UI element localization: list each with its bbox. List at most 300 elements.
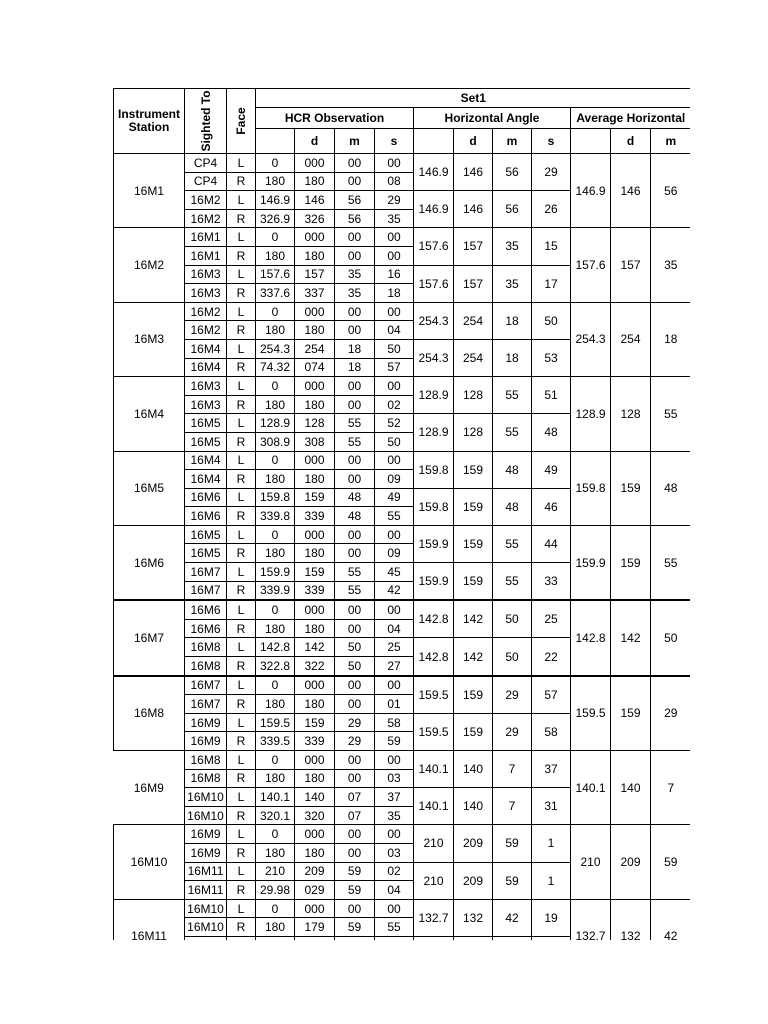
hcr-m-cell: 59 <box>335 918 375 937</box>
ha-d-cell: 159 <box>454 525 493 562</box>
hcr-d-cell: 339 <box>295 732 335 751</box>
hcr-m-cell: 00 <box>335 321 375 340</box>
face-cell: R <box>227 321 256 340</box>
hcr-d-cell: 157 <box>295 265 335 284</box>
hcr-m-cell: 00 <box>335 172 375 191</box>
sighted-to-cell: 16M5 <box>185 414 227 433</box>
ha-s-cell: 1 <box>532 825 571 862</box>
face-cell: L <box>227 228 256 247</box>
hcr-d-cell: 142 <box>295 638 335 657</box>
hcr-m-cell: 48 <box>335 507 375 526</box>
ha-d-cell: 140 <box>454 751 493 788</box>
ha-d-cell: 132 <box>454 899 493 936</box>
hcr-d-cell: 029 <box>295 881 335 900</box>
station-name: 16M4 <box>114 377 185 451</box>
station-name: 16M9 <box>114 751 185 825</box>
hcr-s-cell <box>375 936 414 940</box>
hcr-s-cell: 27 <box>375 657 414 676</box>
hcr-s-cell: 01 <box>375 695 414 714</box>
sighted-to-cell: 16M3 <box>185 377 227 396</box>
ha-m-cell: 48 <box>493 488 532 525</box>
hcr-s-cell: 50 <box>375 432 414 451</box>
ha-m-cell: 59 <box>493 825 532 862</box>
hcr-m-cell: 59 <box>335 881 375 900</box>
hcr-d-cell: 000 <box>295 525 335 544</box>
sighted-to-cell: 16M9 <box>185 825 227 844</box>
hcr-decimal-cell: 180 <box>256 918 295 937</box>
ha-d-cell: 128 <box>454 377 493 414</box>
ha-decimal-cell: 159.8 <box>414 488 454 525</box>
avg-d-cell: 209 <box>611 825 651 899</box>
sighted-to-cell: 16M8 <box>185 638 227 657</box>
hcr-d-cell: 000 <box>295 676 335 695</box>
hcr-m-cell: 00 <box>335 769 375 788</box>
station-row <box>114 899 691 918</box>
ha-s-cell: 46 <box>532 488 571 525</box>
avg-d-cell: 159 <box>611 525 651 600</box>
avg-decimal-cell: 254.3 <box>571 302 611 376</box>
sighted-to-cell: 16M4 <box>185 470 227 489</box>
ha-d-cell: 140 <box>454 788 493 825</box>
header-ha-blank <box>414 129 454 154</box>
station-name: 16M11 <box>114 899 185 940</box>
hcr-decimal-cell: 146.9 <box>256 191 295 210</box>
hcr-decimal-cell: 29.98 <box>256 881 295 900</box>
avg-d-cell: 128 <box>611 377 651 451</box>
avg-d-cell: 159 <box>611 676 651 751</box>
hcr-s-cell: 09 <box>375 470 414 489</box>
sighted-to-cell: 16M9 <box>185 843 227 862</box>
sighted-to-cell: 16M3 <box>185 284 227 303</box>
hcr-decimal-cell: 0 <box>256 377 295 396</box>
hcr-s-cell: 02 <box>375 395 414 414</box>
ha-s-cell: 50 <box>532 302 571 339</box>
avg-m-cell: 35 <box>651 228 691 302</box>
ha-s-cell: 25 <box>532 600 571 638</box>
avg-decimal-cell: 142.8 <box>571 600 611 675</box>
face-cell: R <box>227 246 256 265</box>
survey-sheet <box>113 88 690 940</box>
hcr-s-cell: 55 <box>375 918 414 937</box>
ha-m-cell: 18 <box>493 302 532 339</box>
hcr-s-cell: 00 <box>375 302 414 321</box>
station-name: 16M3 <box>114 302 185 376</box>
hcr-s-cell: 03 <box>375 769 414 788</box>
sighted-to-cell: 16M5 <box>185 432 227 451</box>
hcr-m-cell: 00 <box>335 619 375 638</box>
hcr-s-cell: 35 <box>375 806 414 825</box>
sighted-to-cell: 16M5 <box>185 544 227 563</box>
sighted-to-cell: 16M9 <box>185 713 227 732</box>
ha-d-cell: 142 <box>454 638 493 676</box>
hcr-decimal-cell: 308.9 <box>256 432 295 451</box>
ha-d-cell: 159 <box>454 451 493 488</box>
ha-s-cell: 26 <box>532 191 571 228</box>
station-row <box>114 825 691 844</box>
avg-m-cell: 56 <box>651 154 691 228</box>
hcr-decimal-cell: 159.9 <box>256 563 295 582</box>
sighted-to-cell: 16M1 <box>185 228 227 247</box>
face-cell: L <box>227 191 256 210</box>
sighted-to-cell: 16M7 <box>185 563 227 582</box>
sighted-to-cell: 16M2 <box>185 321 227 340</box>
hcr-d-cell: 159 <box>295 713 335 732</box>
avg-decimal-cell: 159.9 <box>571 525 611 600</box>
station-row <box>114 600 691 619</box>
hcr-m-cell: 00 <box>335 899 375 918</box>
ha-decimal-cell: 128.9 <box>414 377 454 414</box>
hcr-s-cell: 00 <box>375 751 414 770</box>
station-name: 16M1 <box>114 154 185 228</box>
hcr-s-cell: 00 <box>375 825 414 844</box>
hcr-m-cell: 00 <box>335 525 375 544</box>
station-row <box>114 377 691 396</box>
avg-decimal-cell: 210 <box>571 825 611 899</box>
hcr-decimal-cell: 322.8 <box>256 657 295 676</box>
ha-decimal-cell: 128.9 <box>414 414 454 451</box>
hcr-decimal-cell: 339.5 <box>256 732 295 751</box>
face-cell: L <box>227 154 256 173</box>
hcr-s-cell: 37 <box>375 788 414 807</box>
ha-m-cell: 55 <box>493 563 532 601</box>
avg-decimal-cell: 140.1 <box>571 751 611 825</box>
hcr-decimal-cell: 180 <box>256 395 295 414</box>
station-name: 16M2 <box>114 228 185 302</box>
ha-m-cell: 42 <box>493 899 532 936</box>
face-cell: L <box>227 825 256 844</box>
ha-s-cell: 33 <box>532 563 571 601</box>
hcr-d-cell: 180 <box>295 843 335 862</box>
face-cell: L <box>227 265 256 284</box>
ha-m-cell: 7 <box>493 788 532 825</box>
hcr-decimal-cell: 339.9 <box>256 581 295 600</box>
ha-d-cell: 146 <box>454 191 493 228</box>
hcr-d-cell: 000 <box>295 751 335 770</box>
hcr-m-cell: 00 <box>335 246 375 265</box>
header-ha-s: s <box>532 129 571 154</box>
hcr-d-cell: 339 <box>295 507 335 526</box>
hcr-decimal-cell: 0 <box>256 751 295 770</box>
avg-d-cell: 254 <box>611 302 651 376</box>
hcr-d-cell: 320 <box>295 806 335 825</box>
hcr-m-cell: 29 <box>335 732 375 751</box>
ha-decimal-cell: 132.7 <box>414 899 454 936</box>
hcr-s-cell: 04 <box>375 881 414 900</box>
ha-d-cell: 254 <box>454 302 493 339</box>
hcr-decimal-cell: 140.1 <box>256 788 295 807</box>
ha-d-cell: 254 <box>454 339 493 376</box>
hcr-d-cell: 180 <box>295 172 335 191</box>
hcr-s-cell: 00 <box>375 676 414 695</box>
ha-s-cell: 19 <box>532 899 571 936</box>
station-row <box>114 228 691 247</box>
ha-m-cell: 35 <box>493 265 532 302</box>
face-cell: R <box>227 395 256 414</box>
face-cell <box>227 936 256 940</box>
ha-m-cell: 55 <box>493 525 532 562</box>
hcr-d-cell: 159 <box>295 488 335 507</box>
avg-d-cell: 159 <box>611 451 651 525</box>
sighted-to-cell: 16M4 <box>185 358 227 377</box>
avg-d-cell: 132 <box>611 899 651 940</box>
ha-s-cell: 49 <box>532 451 571 488</box>
face-cell: L <box>227 451 256 470</box>
face-cell: R <box>227 918 256 937</box>
ha-decimal-cell: 254.3 <box>414 302 454 339</box>
header-ha-m: m <box>493 129 532 154</box>
hcr-d-cell: 180 <box>295 321 335 340</box>
hcr-s-cell: 00 <box>375 899 414 918</box>
hcr-m-cell: 55 <box>335 432 375 451</box>
ha-s-cell: 22 <box>532 638 571 676</box>
face-cell: L <box>227 751 256 770</box>
hcr-m-cell: 50 <box>335 638 375 657</box>
avg-d-cell: 140 <box>611 751 651 825</box>
hcr-decimal-cell: 180 <box>256 246 295 265</box>
face-cell: L <box>227 788 256 807</box>
station-name: 16M7 <box>114 600 185 675</box>
hcr-decimal-cell: 180 <box>256 843 295 862</box>
station-row <box>114 154 691 173</box>
hcr-m-cell: 00 <box>335 228 375 247</box>
avg-m-cell: 42 <box>651 899 691 940</box>
ha-s-cell: 17 <box>532 265 571 302</box>
hcr-d-cell: 339 <box>295 581 335 600</box>
hcr-m-cell: 55 <box>335 581 375 600</box>
hcr-decimal-cell: 180 <box>256 172 295 191</box>
hcr-d-cell: 254 <box>295 339 335 358</box>
face-cell: R <box>227 769 256 788</box>
hcr-d-cell: 180 <box>295 544 335 563</box>
hcr-s-cell: 29 <box>375 191 414 210</box>
hcr-s-cell: 08 <box>375 172 414 191</box>
hcr-decimal-cell: 128.9 <box>256 414 295 433</box>
hcr-d-cell: 000 <box>295 377 335 396</box>
avg-m-cell: 18 <box>651 302 691 376</box>
ha-s-cell: 44 <box>532 525 571 562</box>
ha-m-cell: 29 <box>493 676 532 714</box>
hcr-d-cell <box>295 936 335 940</box>
hcr-m-cell: 00 <box>335 377 375 396</box>
sighted-to-cell: 16M7 <box>185 695 227 714</box>
ha-decimal-cell: 210 <box>414 862 454 899</box>
hcr-d-cell: 000 <box>295 302 335 321</box>
hcr-s-cell: 25 <box>375 638 414 657</box>
hcr-s-cell: 42 <box>375 581 414 600</box>
ha-d-cell: 157 <box>454 265 493 302</box>
ha-m-cell: 48 <box>493 451 532 488</box>
hcr-s-cell: 00 <box>375 451 414 470</box>
hcr-s-cell: 50 <box>375 339 414 358</box>
hcr-decimal-cell: 0 <box>256 525 295 544</box>
header-hcr-m: m <box>335 129 375 154</box>
hcr-decimal-cell: 0 <box>256 899 295 918</box>
face-cell: L <box>227 676 256 695</box>
station-name: 16M6 <box>114 525 185 600</box>
header-hcr-blank <box>256 129 295 154</box>
sighted-to-cell: 16M1 <box>185 246 227 265</box>
ha-s-cell: 1 <box>532 862 571 899</box>
face-cell: R <box>227 843 256 862</box>
ha-decimal-cell: 146.9 <box>414 154 454 191</box>
ha-m-cell: 56 <box>493 191 532 228</box>
avg-m-cell: 29 <box>651 676 691 751</box>
hcr-d-cell: 179 <box>295 918 335 937</box>
hcr-m-cell: 35 <box>335 284 375 303</box>
ha-d-cell: 159 <box>454 563 493 601</box>
avg-decimal-cell: 128.9 <box>571 377 611 451</box>
face-cell: R <box>227 172 256 191</box>
hcr-s-cell: 03 <box>375 843 414 862</box>
avg-decimal-cell: 157.6 <box>571 228 611 302</box>
hcr-decimal-cell: 0 <box>256 302 295 321</box>
station-name: 16M10 <box>114 825 185 899</box>
hcr-d-cell: 000 <box>295 825 335 844</box>
ha-d-cell: 209 <box>454 862 493 899</box>
sighted-to-cell: 16M9 <box>185 732 227 751</box>
ha-m-cell: 55 <box>493 414 532 451</box>
sighted-to-cell: 16M8 <box>185 657 227 676</box>
ha-decimal-cell: 159.9 <box>414 563 454 601</box>
sighted-to-cell: 16M7 <box>185 581 227 600</box>
ha-decimal-cell: 159.9 <box>414 525 454 562</box>
face-cell: L <box>227 339 256 358</box>
face-cell: L <box>227 563 256 582</box>
station-row <box>114 751 691 770</box>
hcr-d-cell: 180 <box>295 695 335 714</box>
ha-s-cell: 48 <box>532 414 571 451</box>
hcr-m-cell: 00 <box>335 695 375 714</box>
sighted-to-cell: 16M6 <box>185 507 227 526</box>
hcr-d-cell: 180 <box>295 769 335 788</box>
hcr-m-cell: 00 <box>335 470 375 489</box>
sighted-to-cell: 16M4 <box>185 339 227 358</box>
face-cell: R <box>227 507 256 526</box>
hcr-decimal-cell: 180 <box>256 470 295 489</box>
header-hcr-d: d <box>295 129 335 154</box>
hcr-m-cell <box>335 936 375 940</box>
hcr-decimal-cell: 0 <box>256 154 295 173</box>
header-horizontal-angle: Horizontal Angle <box>414 108 571 129</box>
hcr-s-cell: 18 <box>375 284 414 303</box>
hcr-s-cell: 58 <box>375 713 414 732</box>
hcr-decimal-cell: 142.8 <box>256 638 295 657</box>
ha-decimal-cell: 142.8 <box>414 638 454 676</box>
hcr-d-cell: 180 <box>295 395 335 414</box>
avg-m-cell: 55 <box>651 525 691 600</box>
face-cell: L <box>227 377 256 396</box>
sighted-to-cell: 16M10 <box>185 899 227 918</box>
ha-decimal-cell: 210 <box>414 825 454 862</box>
face-cell: R <box>227 657 256 676</box>
ha-d-cell: 142 <box>454 600 493 638</box>
hcr-d-cell: 180 <box>295 619 335 638</box>
ha-m-cell <box>493 936 532 940</box>
sighted-to-cell: 16M3 <box>185 265 227 284</box>
hcr-m-cell: 55 <box>335 563 375 582</box>
face-cell: L <box>227 302 256 321</box>
hcr-decimal-cell: 320.1 <box>256 806 295 825</box>
sighted-to-cell: 16M6 <box>185 488 227 507</box>
face-cell: R <box>227 432 256 451</box>
hcr-m-cell: 00 <box>335 544 375 563</box>
hcr-d-cell: 128 <box>295 414 335 433</box>
hcr-d-cell: 159 <box>295 563 335 582</box>
avg-m-cell: 50 <box>651 600 691 675</box>
hcr-m-cell: 00 <box>335 154 375 173</box>
avg-decimal-cell: 132.7 <box>571 899 611 940</box>
face-cell: L <box>227 713 256 732</box>
hcr-m-cell: 35 <box>335 265 375 284</box>
ha-m-cell: 50 <box>493 638 532 676</box>
hcr-m-cell: 55 <box>335 414 375 433</box>
sighted-to-cell: 16M3 <box>185 395 227 414</box>
header-hcr-s: s <box>375 129 414 154</box>
header-set: Set1 <box>256 89 691 108</box>
ha-m-cell: 56 <box>493 154 532 191</box>
ha-decimal-cell: 159.5 <box>414 713 454 750</box>
face-cell: R <box>227 470 256 489</box>
station-name: 16M8 <box>114 676 185 751</box>
hcr-d-cell: 180 <box>295 470 335 489</box>
hcr-decimal-cell: 339.8 <box>256 507 295 526</box>
sighted-to-cell: 16M11 <box>185 862 227 881</box>
hcr-d-cell: 000 <box>295 228 335 247</box>
ha-s-cell: 37 <box>532 751 571 788</box>
sighted-to-cell: 16M8 <box>185 751 227 770</box>
hcr-s-cell: 55 <box>375 507 414 526</box>
hcr-s-cell: 00 <box>375 600 414 619</box>
hcr-m-cell: 48 <box>335 488 375 507</box>
hcr-s-cell: 49 <box>375 488 414 507</box>
sighted-to-cell: 16M5 <box>185 525 227 544</box>
hcr-m-cell: 00 <box>335 676 375 695</box>
header-sighted-to: Sighted To <box>185 89 227 154</box>
hcr-m-cell: 07 <box>335 806 375 825</box>
hcr-decimal-cell: 337.6 <box>256 284 295 303</box>
hcr-decimal-cell: 0 <box>256 451 295 470</box>
hcr-d-cell: 326 <box>295 209 335 228</box>
hcr-decimal-cell: 0 <box>256 600 295 619</box>
ha-s-cell: 29 <box>532 154 571 191</box>
hcr-m-cell: 18 <box>335 339 375 358</box>
sighted-to-cell: 16M4 <box>185 451 227 470</box>
hcr-s-cell: 45 <box>375 563 414 582</box>
face-cell: R <box>227 619 256 638</box>
sighted-to-cell: 16M10 <box>185 806 227 825</box>
sighted-to-cell: 16M6 <box>185 619 227 638</box>
hcr-decimal-cell: 159.8 <box>256 488 295 507</box>
ha-decimal-cell: 140.1 <box>414 751 454 788</box>
hcr-d-cell: 337 <box>295 284 335 303</box>
hcr-d-cell: 140 <box>295 788 335 807</box>
hcr-s-cell: 52 <box>375 414 414 433</box>
hcr-decimal-cell <box>256 936 295 940</box>
ha-d-cell: 209 <box>454 825 493 862</box>
face-cell: R <box>227 881 256 900</box>
ha-s-cell: 57 <box>532 676 571 714</box>
sighted-to-cell: 16M6 <box>185 600 227 619</box>
avg-m-cell: 48 <box>651 451 691 525</box>
face-cell: L <box>227 638 256 657</box>
hcr-s-cell: 16 <box>375 265 414 284</box>
face-cell: L <box>227 600 256 619</box>
hcr-decimal-cell: 180 <box>256 769 295 788</box>
hcr-s-cell: 59 <box>375 732 414 751</box>
ha-m-cell: 55 <box>493 377 532 414</box>
hcr-m-cell: 00 <box>335 395 375 414</box>
hcr-decimal-cell: 180 <box>256 619 295 638</box>
